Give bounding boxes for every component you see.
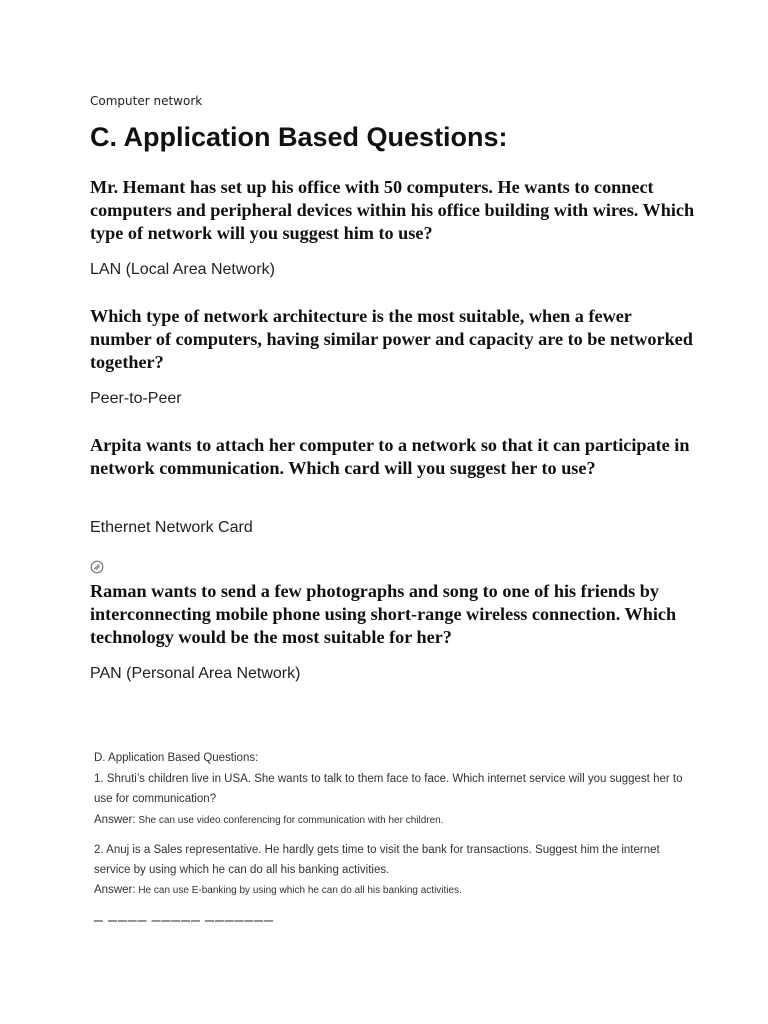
embedded-answer-1-prefix: Answer: — [94, 814, 136, 826]
section-title: C. Application Based Questions: — [90, 122, 508, 152]
embedded-answer-1-text: She can use video conferencing for communication with her children. — [135, 815, 444, 826]
cropped-next-heading: ▔ ▔▔▔▔ ▔▔▔▔▔ ▔▔▔▔▔▔▔ — [94, 922, 274, 934]
embedded-answer-2-prefix: Answer: — [94, 884, 136, 896]
answer-1: LAN (Local Area Network) — [90, 261, 275, 278]
embedded-answer-2 — [94, 884, 462, 896]
embedded-question-2-line-2: service by using which he can do all his banking activities. — [94, 864, 390, 876]
answer-3: Ethernet Network Card — [90, 519, 253, 536]
question-2: Which type of network architecture is the most suitable, when a fewer number of computers, having similar power and capacity are to be networked together? — [90, 306, 693, 372]
document-label: Computer network — [90, 94, 203, 108]
question-4: Raman wants to send a few photographs and song to one of his friends by interconnecting mobile phone using short-range wireless connection. Which technology would be the most suitable for her? — [90, 581, 677, 647]
embedded-question-2-line-1: 2. Anuj is a Sales representative. He hardly gets time to visit the bank for transactions. Suggest him the internet — [94, 844, 660, 856]
embedded-question-1-line-2: use for communication? — [94, 793, 217, 805]
question-3: Arpita wants to attach her computer to a network so that it can participate in network communication. Which card will you suggest her to use? — [90, 435, 690, 478]
embedded-image-questions — [88, 744, 688, 934]
question-1: Mr. Hemant has set up his office with 50 computers. He wants to connect computers and peripheral devices within his office building with wires. Which type of network will you suggest him to use? — [90, 177, 695, 243]
embedded-question-1-line-1: 1. Shruti’s children live in USA. She wants to talk to them face to face. Which internet service will you suggest her to — [94, 773, 683, 785]
embedded-answer-1 — [94, 814, 444, 826]
answer-2: Peer-to-Peer — [90, 390, 182, 407]
embedded-title: D. Application Based Questions: — [94, 752, 259, 764]
embedded-answer-2-text: He can use E-banking by using which he can do all his banking activities. — [135, 885, 462, 896]
link-circle-icon[interactable] — [90, 560, 104, 574]
answer-4: PAN (Personal Area Network) — [90, 665, 301, 682]
